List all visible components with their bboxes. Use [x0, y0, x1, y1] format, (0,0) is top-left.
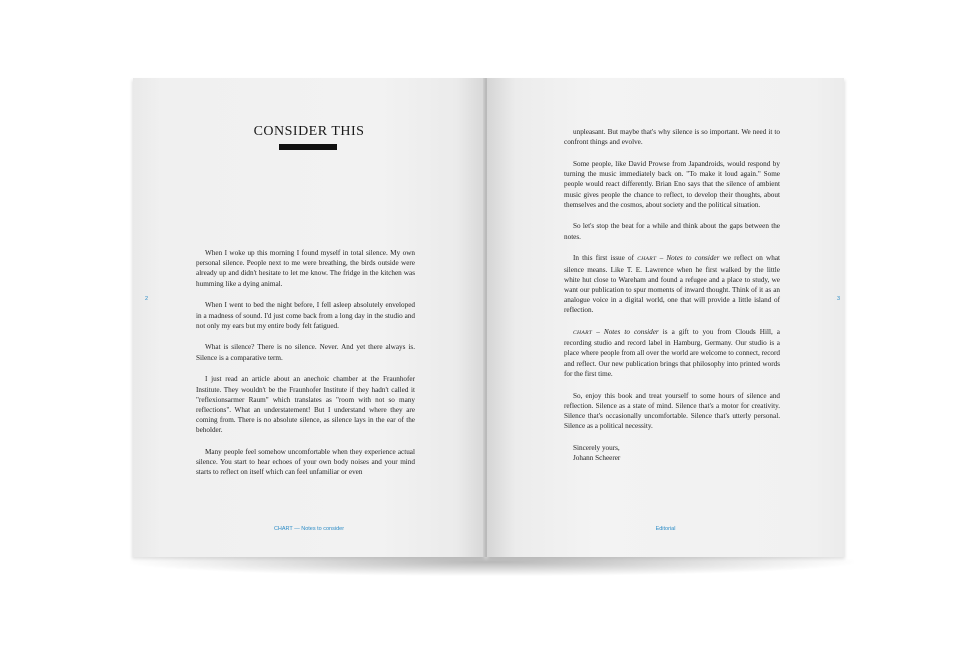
- right-page: [487, 78, 844, 557]
- paragraph-text: we reflect on what silence means. Like T. E. Lawrence when he first walked by the little white hut close to Wareham and found a refugee and a place to study, we want our publication to spur moments of inward thought. Think of it as an analogue voice in a digital world, one that will provide a little island of reflection.: [564, 254, 781, 315]
- heading-rule: [279, 144, 337, 150]
- paragraph: So let's stop the beat for a while and think about the gaps between the notes.: [564, 222, 780, 241]
- paragraph: What is silence? There is no silence. Never. And yet there always is. Silence is a comparative term.: [196, 343, 415, 362]
- page-number: 3: [837, 296, 841, 302]
- signature: Johann Scheerer: [573, 454, 621, 463]
- paragraph: I just read an article about an anechoic chamber at the Fraunhofer Institute. They wouldn't be the Fraunhofer Institute if they hadn't called it "reflexionsarmer Raum" which translates as "room with not so many reflections". What an understatement! But I understand where they are coming from. There is no absolute silence, as silence lays in the ear of the beholder.: [196, 375, 415, 435]
- paragraph: When I went to bed the night before, I fell asleep absolutely enveloped in a madness of sound. I'd just come back from a long day in the studio and not only my ears but my entire body felt fatigued.: [196, 301, 415, 330]
- page-heading: CONSIDER THIS: [253, 124, 365, 139]
- paragraph-text: is a gift to you from Clouds Hill, a recording studio and record label in Hamburg, Germany. Our studio is a place where people from all over the world are welcome to connect, record and reflect. Our new publication brings that philosophy into printed words for the first time.: [564, 328, 780, 378]
- publication-subtitle: – Notes to consider: [592, 328, 659, 337]
- paragraph: When I woke up this morning I found myself in total silence. My own personal silence. People next to me were breathing, the birds outside were already up and didn't hesitate to let me know. The fridge in the kitchen was humming like a dying animal.: [196, 249, 415, 288]
- publication-subtitle: – Notes to consider: [656, 254, 720, 263]
- page-number: 2: [145, 296, 149, 302]
- paragraph: Some people, like David Prowse from Japandroids, would respond by turning the music immediately back on. "To make it loud again." Some people would react differently. Brian Eno says that the silence of ambient music gives people the chance to reflect, to develop their thoughts, about themselves and the cosmos, about society and the political situation.: [564, 159, 780, 209]
- closing-line: Sincerely yours,: [573, 443, 620, 452]
- paragraph: Many people feel somehow uncomfortable when they experience actual silence. You start to hear echoes of your own body noises and your mind starts to reflect on itself which can feel unfamiliar or even: [196, 448, 415, 477]
- paragraph: [564, 327, 780, 379]
- paragraph: unpleasant. But maybe that's why silence is so important. We need it to confront things and evolve.: [564, 128, 780, 147]
- paragraph: So, enjoy this book and treat yourself to some hours of silence and reflection. Silence as a state of mind. Silence that's a motor for creativity. Silence that's occasionally uncomfortable. Silence that's utterly personal. Silence as a political necessity.: [564, 391, 780, 431]
- publication-name: CHART: [573, 330, 593, 337]
- running-footer: Editorial: [655, 526, 676, 532]
- running-footer: CHART — Notes to consider: [273, 526, 345, 532]
- left-text-column: [196, 248, 415, 489]
- paragraph: [564, 253, 780, 315]
- paragraph-text: In this first issue of: [573, 254, 638, 263]
- publication-name: CHART: [637, 256, 657, 263]
- left-page: [133, 78, 485, 557]
- right-text-column: [564, 127, 780, 463]
